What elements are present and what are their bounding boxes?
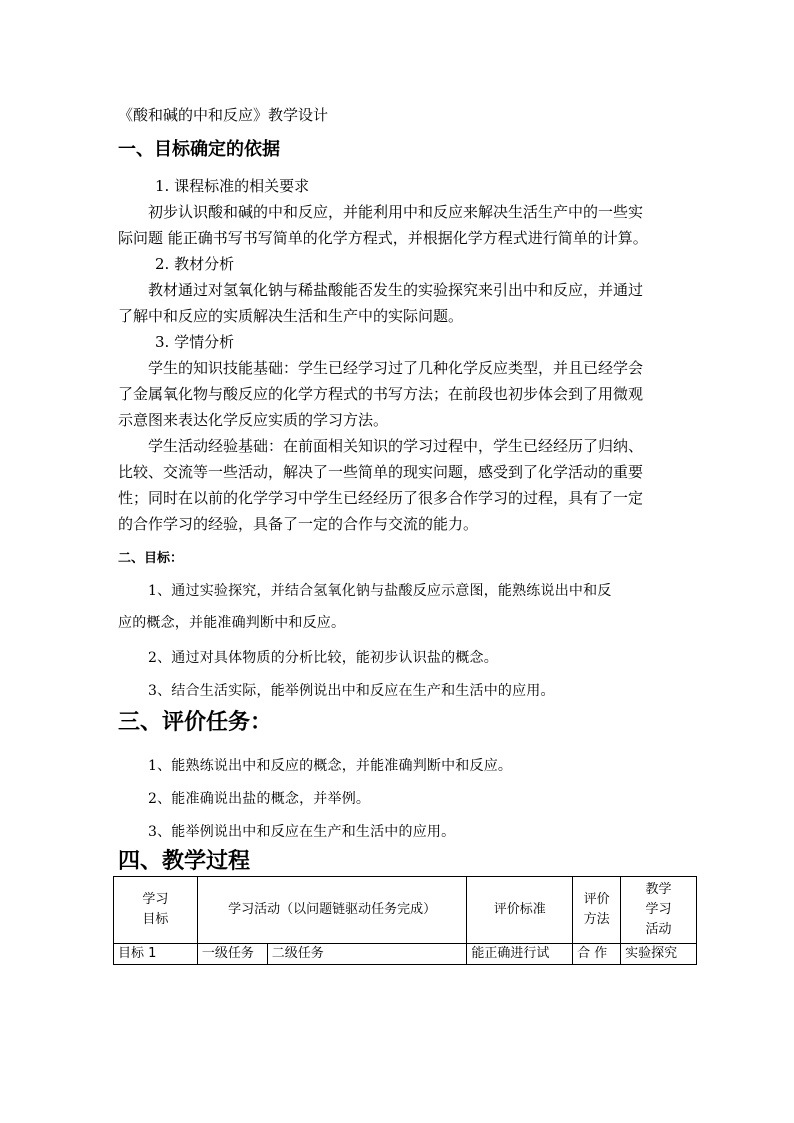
table-cell: 合 作 <box>573 944 621 965</box>
section-3-heading: 三、评价任务： <box>118 710 273 735</box>
sub-heading-curriculum: 1. 课程标准的相关要求 <box>155 177 310 195</box>
paragraph-line: 际问题 能正确书写书写简单的化学方程式，并根据化学方程式进行简单的计算。 <box>118 229 648 247</box>
goal-item: 2、通过对具体物质的分析比较，能初步认识盐的概念。 <box>148 650 498 666</box>
header-learning-activity: 学习活动（以问题链驱动任务完成） <box>197 877 467 944</box>
header-learning-goal: 学习 目标 <box>114 877 198 944</box>
table-cell: 二级任务 <box>267 944 467 965</box>
sub-heading-learners: 3. 学情分析 <box>155 333 235 351</box>
teaching-process-table <box>113 876 697 965</box>
table-row <box>114 944 697 965</box>
goal-item: 3、结合生活实际，能举例说出中和反应在生产和生活中的应用。 <box>148 683 555 699</box>
task-item: 3、能举例说出中和反应在生产和生活中的应用。 <box>148 824 456 840</box>
paragraph-line: 了解中和反应的实质解决生活和生产中的实际问题。 <box>118 307 464 325</box>
paragraph-line: 初步认识酸和碱的中和反应，并能利用中和反应来解决生活生产中的一些实 <box>148 203 644 221</box>
sub-heading-textbook: 2. 教材分析 <box>155 255 235 273</box>
table-cell: 目标 1 <box>114 944 198 965</box>
document-title: 《酸和碱的中和反应》教学设计 <box>118 106 329 124</box>
header-evaluation-method: 评价 方法 <box>573 877 621 944</box>
header-evaluation-standard: 评价标准 <box>467 877 573 944</box>
paragraph-line: 比较、交流等一些活动，解决了一些简单的现实问题，感受到了化学活动的重要 <box>118 463 644 481</box>
goal-item: 应的概念，并能准确判断中和反应。 <box>118 615 346 631</box>
task-item: 1、能熟练说出中和反应的概念，并能准确判断中和反应。 <box>148 758 513 774</box>
table-cell: 一级任务 <box>197 944 267 965</box>
section-2-heading: 二、目标： <box>118 551 184 566</box>
paragraph-line: 性；同时在以前的化学学习中学生已经经历了很多合作学习的过程，具有了一定 <box>118 489 644 507</box>
section-1-heading: 一、目标确定的依据 <box>118 139 280 160</box>
goal-item: 1、通过实验探究，并结合氢氧化钠与盐酸反应示意图，能熟练说出中和反 <box>148 583 612 599</box>
paragraph-line: 教材通过对氢氧化钠与稀盐酸能否发生的实验探究来引出中和反应，并通过 <box>148 281 644 299</box>
paragraph-line: 学生活动经验基础：在前面相关知识的学习过程中，学生已经经历了归纳、 <box>148 437 644 455</box>
paragraph-line: 学生的知识技能基础：学生已经学习过了几种化学反应类型，并且已经学会 <box>148 359 644 377</box>
paragraph-line: 的合作学习的经验，具备了一定的合作与交流的能力。 <box>118 515 479 533</box>
section-4-heading: 四、教学过程 <box>118 849 251 874</box>
table-cell: 实验探究 <box>621 944 697 965</box>
task-item: 2、能准确说出盐的概念，并举例。 <box>148 791 371 807</box>
header-teaching-activity: 教学 学习 活动 <box>621 877 697 944</box>
paragraph-line: 示意图来表达化学反应实质的学习方法。 <box>118 411 389 429</box>
table-header-row <box>114 877 697 944</box>
table-cell: 能正确进行试 <box>467 944 573 965</box>
paragraph-line: 了金属氧化物与酸反应的化学方程式的书写方法；在前段也初步体会到了用微观 <box>118 385 644 403</box>
